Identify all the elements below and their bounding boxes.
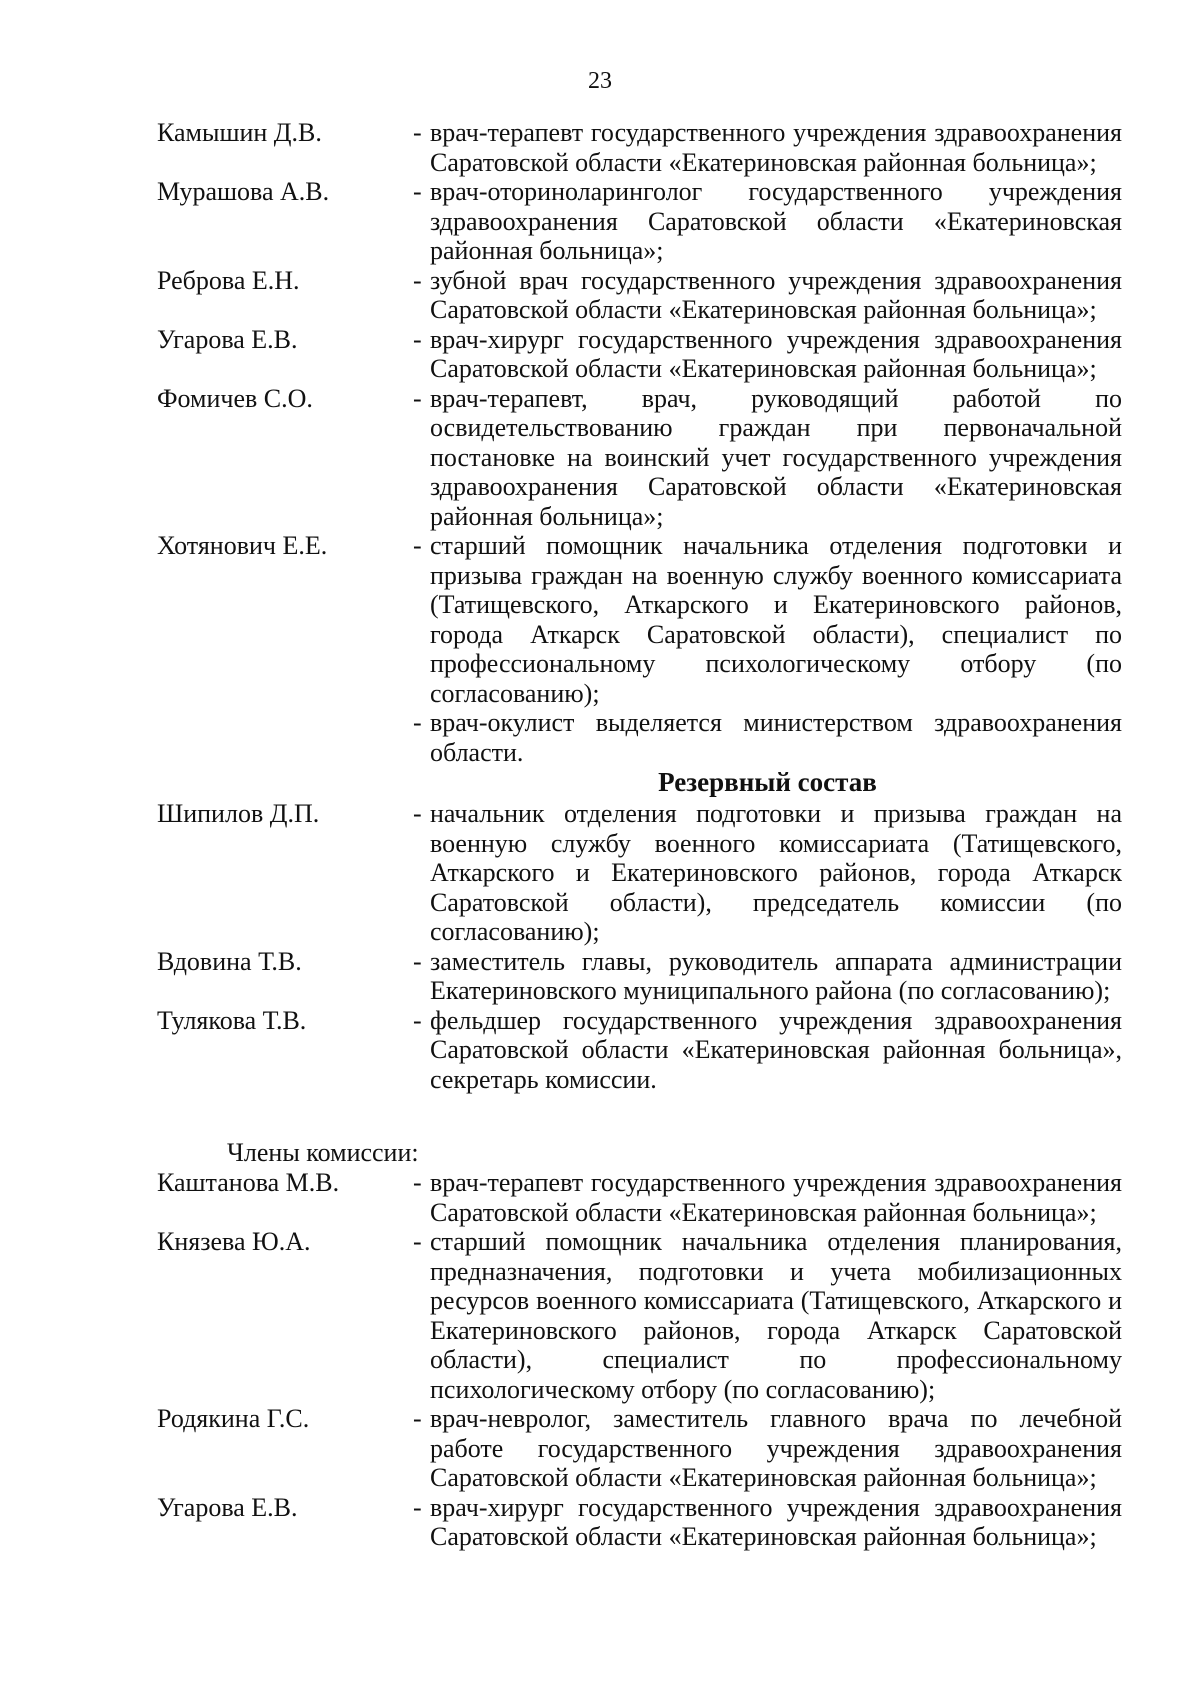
member-description: старший помощник начальника отделения подготовки и призыва граждан на военную службу военного комиссариата (Татищевского, Аткарского и Екатериновского районов, города Аткарск Саратовской области), специалист по профессиональному психологическому отбору (по согласованию); [430, 531, 1122, 708]
member-description: заместитель главы, руководитель аппарата администрации Екатериновского муниципального района (по согласованию); [430, 946, 1122, 1005]
member-description: врач-невролог, заместитель главного врача по лечебной работе государственного учреждения здравоохранения Саратовской области «Екатериновская районная больница»; [430, 1404, 1122, 1492]
commission-member-entry [157, 1168, 1122, 1227]
dash-mark: - [413, 708, 422, 737]
commission-list [157, 118, 1122, 1552]
members-label: Члены комиссии: [227, 1138, 419, 1167]
dash-mark: - [413, 265, 422, 295]
dash-mark: - [413, 1168, 422, 1197]
member-name: Вдовина Т.В. [157, 946, 302, 976]
dash-mark: - [413, 1227, 422, 1256]
member-name: Фомичев С.О. [157, 383, 313, 413]
member-name: Тулякова Т.В. [157, 1005, 307, 1035]
member-entry [157, 325, 1122, 384]
member-description: зубной врач государственного учреждения здравоохранения Саратовской области «Екатериновская районная больница»; [430, 265, 1122, 324]
member-description: врач-терапевт государственного учреждения здравоохранения Саратовской области «Екатериновская районная больница»; [430, 1168, 1122, 1227]
member-name: Каштанова М.В. [157, 1168, 340, 1197]
member-description: врач-оториноларинголог государственного учреждения здравоохранения Саратовской области «Екатериновская районная больница»; [430, 177, 1122, 265]
dash-mark: - [413, 1404, 422, 1433]
member-description: фельдшер государственного учреждения здравоохранения Саратовской области «Екатериновская районная больница», секретарь комиссии. [430, 1005, 1122, 1094]
oculist-note-text: врач-окулист выделяется министерством здравоохранения области. [430, 708, 1122, 767]
dash-mark: - [413, 531, 422, 560]
dash-mark: - [413, 383, 422, 413]
commission-member-entry [157, 1404, 1122, 1493]
member-description: врач-хирург государственного учреждения здравоохранения Саратовской области «Екатериновская районная больница»; [430, 324, 1122, 383]
member-name: Родякина Г.С. [157, 1404, 310, 1433]
member-name: Реброва Е.Н. [157, 265, 300, 295]
reserve-heading: Резервный состав [658, 767, 877, 797]
member-name: Угарова Е.В. [157, 324, 298, 354]
member-entry [157, 177, 1122, 266]
dash-mark: - [413, 946, 422, 976]
dash-mark: - [413, 118, 422, 147]
member-description: начальник отделения подготовки и призыва граждан на военную службу военного комиссариата (Татищевского, Аткарского и Екатериновского районов, города Аткарск Саратовской области), председатель комиссии (по согласованию); [430, 799, 1122, 946]
dash-mark: - [413, 799, 422, 828]
dash-mark: - [413, 324, 422, 354]
reserve-entry [157, 799, 1122, 947]
page-number: 23 [588, 68, 612, 94]
member-description: врач-терапевт, врач, руководящий работой по освидетельствованию граждан при первоначальной постановке на воинский учет государственного учреждения здравоохранения Саратовской области «Екатериновская районная больница»; [430, 383, 1122, 531]
member-entry [157, 384, 1122, 532]
member-name: Князева Ю.А. [157, 1227, 311, 1256]
oculist-note [157, 708, 1122, 767]
member-description: врач-терапевт государственного учреждения здравоохранения Саратовской области «Екатериновская районная больница»; [430, 118, 1122, 177]
member-name: Мурашова А.В. [157, 177, 330, 206]
member-name: Хотянович Е.Е. [157, 531, 328, 560]
dash-mark: - [413, 1492, 422, 1522]
member-entry [157, 118, 1122, 177]
dash-mark: - [413, 1005, 422, 1035]
commission-member-entry [157, 1493, 1122, 1552]
member-entry [157, 266, 1122, 325]
reserve-entry [157, 1006, 1122, 1095]
member-name: Угарова Е.В. [157, 1492, 298, 1522]
member-description: врач-хирург государственного учреждения здравоохранения Саратовской области «Екатериновская районная больница»; [430, 1492, 1122, 1551]
commission-member-entry [157, 1227, 1122, 1404]
member-entry [157, 531, 1122, 708]
member-name: Шипилов Д.П. [157, 799, 320, 828]
member-name: Камышин Д.В. [157, 118, 322, 147]
dash-mark: - [413, 177, 422, 206]
member-description: старший помощник начальника отделения планирования, предназначения, подготовки и учета мобилизационных ресурсов военного комиссариата (Татищевского, Аткарского и Екатериновского районов, города Аткарск Саратовской области), специалист по профессиональному психологическому отбору (по согласованию); [430, 1227, 1122, 1404]
reserve-entry [157, 947, 1122, 1006]
